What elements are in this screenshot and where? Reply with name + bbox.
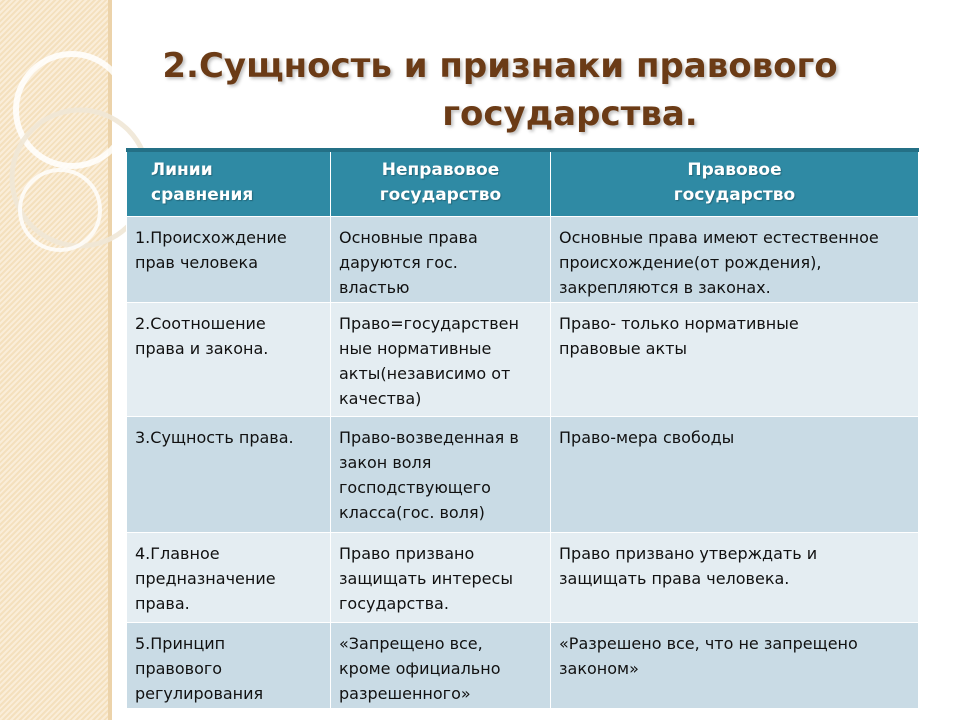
legal-cell: «Разрешено все, что не запрещено законом» [551, 622, 919, 708]
non-legal-cell: Основные права даруются гос. властью [331, 216, 551, 302]
row-label: 1.Происхождение прав человека [127, 216, 331, 302]
row-label: 2.Соотношение права и закона. [127, 302, 331, 416]
row-label: 3.Сущность права. [127, 416, 331, 532]
table-row [127, 416, 919, 532]
slide-title [120, 42, 960, 138]
non-legal-cell: Право призвано защищать интересы государства. [331, 532, 551, 622]
row-label: 4.Главное предназначение права. [127, 532, 331, 622]
non-legal-cell: Право-возведенная в закон воля господствующего класса(гос. воля) [331, 416, 551, 532]
table-header-row [127, 150, 919, 216]
non-legal-cell: Право=государствен ные нормативные акты(независимо от качества) [331, 302, 551, 416]
decorative-circle-small [20, 170, 100, 250]
table-row [127, 302, 919, 416]
comparison-table [126, 148, 919, 709]
row-label: 5.Принцип правового регулирования [127, 622, 331, 708]
table-row [127, 216, 919, 302]
non-legal-cell: «Запрещено все, кроме официально разрешенного» [331, 622, 551, 708]
header-non-legal-state: Неправовое государство [331, 150, 551, 216]
table-row [127, 622, 919, 708]
legal-cell: Основные права имеют естественное происхождение(от рождения), закрепляются в законах. [551, 216, 919, 302]
header-legal-state: Правовое государство [551, 150, 919, 216]
title-line-2: государства. [442, 94, 698, 134]
header-comparison-lines: Линии сравнения [127, 150, 331, 216]
table-row [127, 532, 919, 622]
title-line-1: 2.Сущность и признаки правового [162, 46, 838, 86]
legal-cell: Право призвано утверждать и защищать права человека. [551, 532, 919, 622]
legal-cell: Право-мера свободы [551, 416, 919, 532]
legal-cell: Право- только нормативные правовые акты [551, 302, 919, 416]
